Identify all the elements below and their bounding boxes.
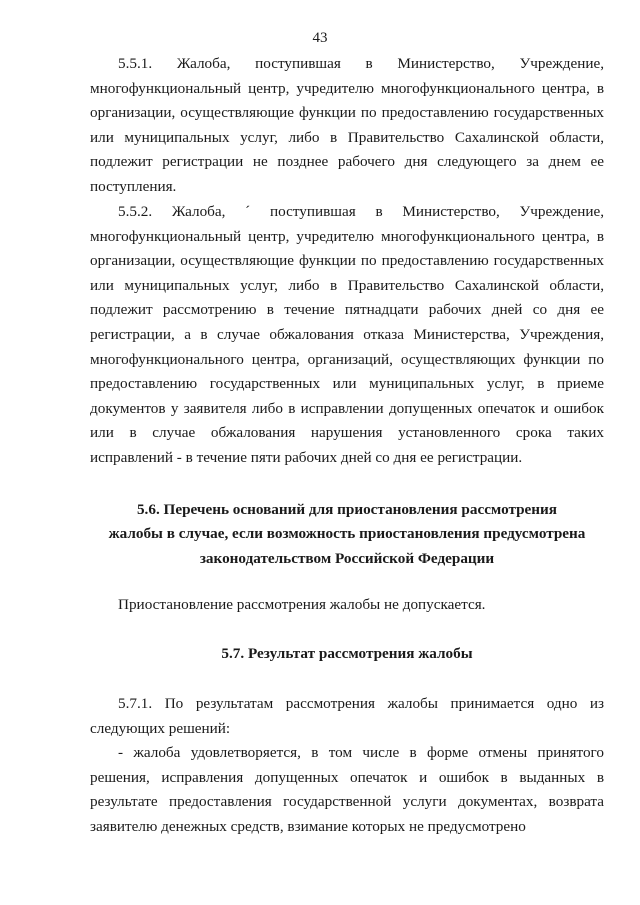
heading-5-7: 5.7. Результат рассмотрения жалобы bbox=[221, 645, 473, 662]
heading-5-6-line-2: жалобы в случае, если возможность приостановления предусмотрена bbox=[108, 525, 586, 543]
heading-5-6-line-1: 5.6. Перечень оснований для приостановления рассмотрения bbox=[136, 501, 558, 518]
paragraph-5-6-text: Приостановление рассмотрения жалобы не допускается. bbox=[118, 596, 486, 613]
paragraph-5-5-2: 5.5.2. Жалоба, ´ поступившая в Министерство, Учреждение, многофункциональный центр, учредителю многофункционального центра, в организации, осуществляющие функции по предоставлению государственных или муниципальных услуг, либо в Правительство Сахалинской области, подлежит рассмотрению в течение пятнадцати рабочих дней со дня ее регистрации, а в случае обжалования отказа Министерства, Учреждения, многофункционального центра, организаций, осуществляющих функции по предоставлению государственных или муниципальных услуг, в приеме документов у заявителя либо в исправлении допущенных опечаток и ошибок или в случае обжалования нарушения установленного срока таких исправлений - в течение пяти рабочих дней со дня ее регистрации. bbox=[90, 203, 604, 466]
heading-5-6 bbox=[90, 498, 604, 571]
page-number: 43 bbox=[312, 30, 328, 46]
heading-5-6-line-3: законодательством Российской Федерации bbox=[199, 549, 495, 567]
paragraph-5-7-1: 5.7.1. По результатам рассмотрения жалобы принимается одно из следующих решений: bbox=[90, 695, 604, 737]
paragraph-bullet-1: - жалоба удовлетворяется, в том числе в форме отмены принятого решения, исправления допущенных опечаток и ошибок в выданных в результате предоставления государственной услуги документах, возврата заявителю денежных средств, взимание которых не предусмотрено bbox=[90, 744, 604, 835]
paragraph-5-5-1: 5.5.1. Жалоба, поступившая в Министерство, Учреждение, многофункциональный центр, учредителю многофункционального центра, в организации, осуществляющие функции по предоставлению государственных или муниципальных услуг, либо в Правительство Сахалинской области, подлежит регистрации не позднее рабочего дня следующего за днем ее поступления. bbox=[90, 55, 604, 195]
